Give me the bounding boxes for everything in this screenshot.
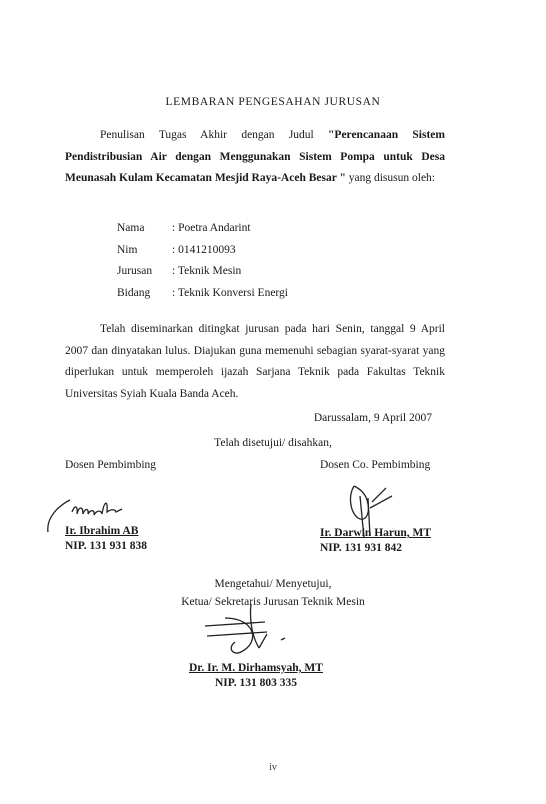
info-value: : 0141210093 [172, 243, 236, 256]
acknowledged-label: Mengetahui/ Menyetujui, [214, 578, 332, 590]
info-label: Bidang [117, 286, 151, 299]
co-supervisor-nip: NIP. 131 931 842 [320, 542, 402, 554]
place-date: Darussalam, 9 April 2007 [313, 412, 432, 424]
seminar-paragraph [65, 319, 445, 405]
seminar-text: Telah diseminarkan ditingkat jurusan pada hari Senin, tanggal 9 April 2007 dan dinyatakan lulus. Diajukan guna memenuhi sebagian syarat-syarat yang diperlukan untuk memperoleh ijazah Sarjana Teknik pada Fakultas Teknik Universitas Syiah Kuala Banda Aceh. [65, 323, 445, 400]
intro-lead: Penulisan Tugas Akhir dengan Judul [100, 129, 329, 141]
secretary-role: Ketua/ Sekretaris Jurusan Teknik Mesin [181, 596, 365, 608]
supervisor-nip: NIP. 131 931 838 [65, 540, 147, 552]
info-row-nim [117, 240, 288, 262]
secretary-signature [195, 598, 305, 660]
co-supervisor-name: Ir. Darwin Harun, MT [320, 527, 432, 539]
info-value: : Poetra Andarint [172, 222, 251, 234]
co-supervisor-role: Dosen Co. Pembimbing [320, 459, 431, 471]
page-title: LEMBARAN PENGESAHAN JURUSAN [165, 96, 381, 108]
intro-paragraph [65, 125, 445, 190]
info-row-department [117, 261, 288, 283]
info-label: Jurusan [117, 265, 153, 277]
info-value: : Teknik Konversi Energi [172, 286, 288, 299]
info-label: Nim [117, 243, 138, 256]
student-info [117, 218, 288, 304]
supervisor-role: Dosen Pembimbing [65, 459, 157, 471]
supervisor-name: Ir. Ibrahim AB [65, 525, 139, 537]
intro-tail: yang disusun oleh: [345, 172, 435, 184]
secretary-name: Dr. Ir. M. Dirhamsyah, MT [189, 662, 323, 674]
thesis-title: "Perencanaan Sistem Pendistribusian Air dengan Menggunakan Sistem Pompa untuk Desa Meunasah Kulam Kecamatan Mesjid Raya-Aceh Besar " [65, 129, 445, 184]
info-label: Nama [117, 222, 145, 234]
info-value: : Teknik Mesin [172, 265, 242, 277]
info-row-name [117, 218, 288, 240]
info-row-field [117, 283, 288, 305]
approved-label: Telah disetujui/ disahkan, [214, 437, 332, 449]
secretary-nip: NIP. 131 803 335 [215, 677, 297, 689]
page-number: iv [269, 762, 277, 773]
